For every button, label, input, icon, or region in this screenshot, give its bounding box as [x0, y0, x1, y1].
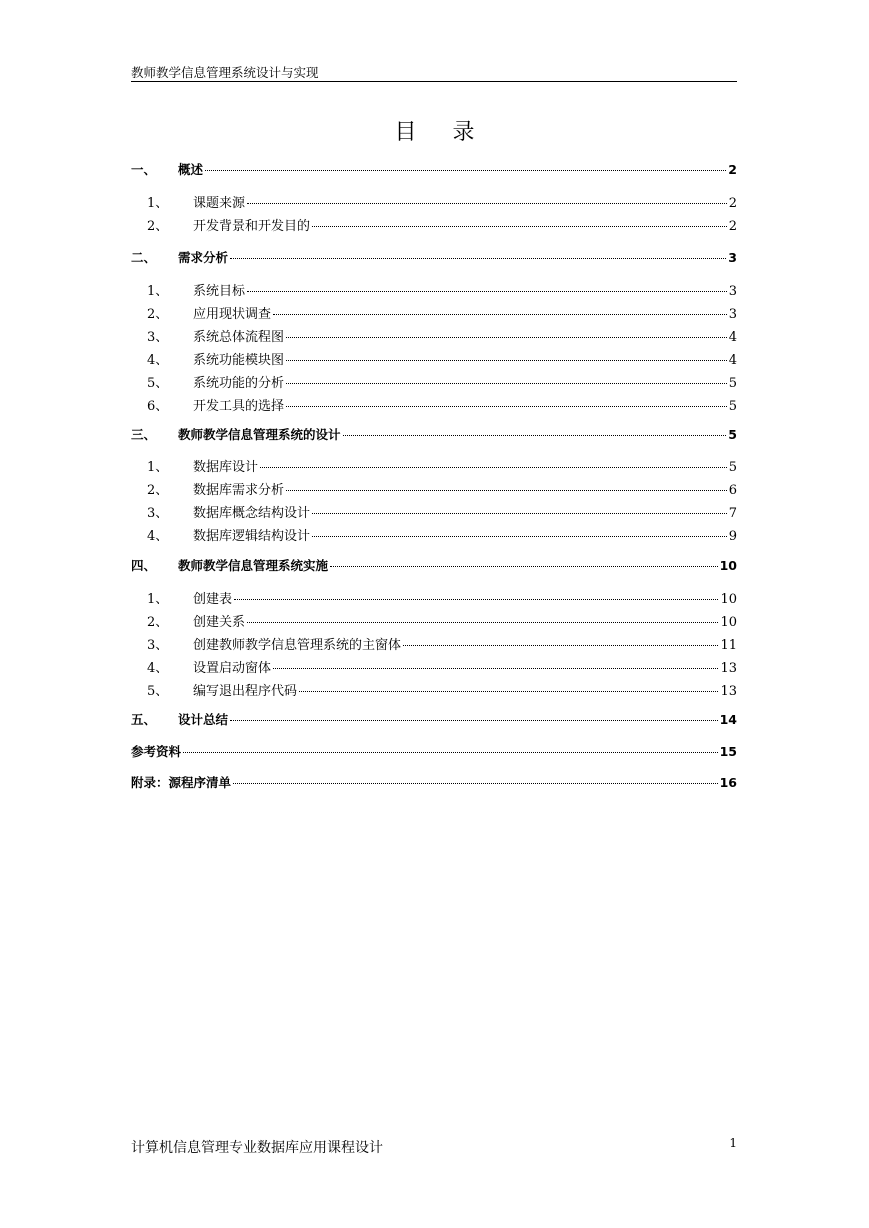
toc-entry-page: 3	[728, 250, 737, 265]
toc-entry-page: 4	[728, 330, 737, 345]
toc-entry-number: 5、	[147, 684, 169, 699]
toc-entry-number: 4、	[147, 353, 169, 368]
toc-entry-label: 参考资料	[131, 744, 182, 759]
toc-entry-label: 数据库需求分析	[193, 483, 285, 498]
toc-entry-page: 10	[720, 615, 737, 630]
toc-entry-page: 5	[728, 399, 737, 414]
toc-entry-number: 3、	[147, 330, 169, 345]
toc-entry[interactable]	[131, 710, 737, 730]
toc-entry-page: 4	[728, 353, 737, 368]
toc-entry[interactable]	[131, 556, 737, 576]
toc-entry-page: 3	[728, 307, 737, 322]
toc-entry-number: 1、	[147, 460, 169, 475]
toc-entry[interactable]	[131, 160, 737, 180]
toc-entry[interactable]	[131, 349, 737, 369]
toc-entry[interactable]	[131, 280, 737, 300]
toc-entry-label: 系统功能模块图	[193, 353, 285, 368]
toc-entry-label: 数据库概念结构设计	[193, 506, 311, 521]
toc-entry-page: 10	[719, 558, 737, 573]
toc-entry-number: 二、	[131, 250, 157, 265]
toc-entry-page: 6	[728, 483, 737, 498]
toc-entry-label: 需求分析	[178, 250, 229, 265]
toc-leader-dots	[260, 467, 727, 468]
toc-leader-dots	[403, 645, 718, 646]
toc-entry-page: 10	[720, 592, 737, 607]
toc-entry-page: 2	[728, 162, 737, 177]
toc-entry-label: 教师教学信息管理系统的设计	[178, 427, 341, 442]
toc-entry-number: 一、	[131, 162, 157, 177]
toc-leader-dots	[286, 383, 727, 384]
toc-leader-dots	[286, 406, 727, 407]
toc-entry-label: 附录：源程序清单	[131, 775, 232, 790]
toc-entry-label: 创建关系	[193, 615, 246, 630]
toc-entry-number: 三、	[131, 427, 157, 442]
toc-leader-dots	[343, 435, 727, 436]
toc-entry-number: 6、	[147, 399, 169, 414]
toc-leader-dots	[247, 622, 718, 623]
toc-entry-number: 2、	[147, 615, 169, 630]
toc-entry-label: 概述	[178, 162, 204, 177]
toc-entry-page: 5	[728, 460, 737, 475]
toc-entry-label: 应用现状调查	[193, 307, 272, 322]
toc-entry-page: 7	[728, 506, 737, 521]
toc-entry[interactable]	[131, 588, 737, 608]
toc-leader-dots	[230, 258, 726, 259]
toc-entry-number: 5、	[147, 376, 169, 391]
toc-leader-dots	[234, 599, 718, 600]
toc-entry-label: 设置启动窗体	[193, 661, 272, 676]
toc-entry-number: 3、	[147, 506, 169, 521]
footer-course: 计算机信息管理专业数据库应用课程设计	[131, 1140, 383, 1156]
toc-leader-dots	[286, 360, 727, 361]
toc-entry-number: 4、	[147, 529, 169, 544]
toc-entry[interactable]	[131, 479, 737, 499]
toc-entry-page: 15	[719, 744, 737, 759]
toc-entry[interactable]	[131, 773, 737, 793]
toc-entry[interactable]	[131, 215, 737, 235]
toc-leader-dots	[312, 536, 727, 537]
running-header: 教师教学信息管理系统设计与实现	[131, 65, 319, 80]
toc-entry-label: 创建教师教学信息管理系统的主窗体	[193, 638, 402, 653]
toc-entry-number: 3、	[147, 638, 169, 653]
toc-entry-page: 13	[720, 684, 737, 699]
toc-entry-number: 1、	[147, 196, 169, 211]
toc-entry-page: 11	[720, 638, 737, 653]
toc-entry-page: 13	[720, 661, 737, 676]
toc-entry[interactable]	[131, 192, 737, 212]
toc-leader-dots	[286, 490, 727, 491]
toc-entry-label: 创建表	[193, 592, 233, 607]
toc-entry-page: 2	[728, 219, 737, 234]
toc-entry-number: 2、	[147, 219, 169, 234]
toc-leader-dots	[230, 720, 718, 721]
toc-entry-number: 五、	[131, 712, 157, 727]
toc-leader-dots	[273, 668, 718, 669]
toc-leader-dots	[286, 337, 727, 338]
toc-title	[0, 115, 869, 146]
toc-entry[interactable]	[131, 657, 737, 677]
toc-entry[interactable]	[131, 680, 737, 700]
toc-entry-number: 4、	[147, 661, 169, 676]
toc-entry[interactable]	[131, 395, 737, 415]
toc-entry-page: 9	[728, 529, 737, 544]
toc-entry-label: 教师教学信息管理系统实施	[178, 558, 329, 573]
toc-entry[interactable]	[131, 326, 737, 346]
toc-entry-number: 1、	[147, 592, 169, 607]
toc-leader-dots	[312, 226, 727, 227]
toc-entry-label: 课题来源	[193, 196, 246, 211]
toc-title-char-1: 目	[394, 120, 417, 145]
toc-leader-dots	[312, 513, 727, 514]
toc-entry-number: 1、	[147, 284, 169, 299]
header-rule	[131, 81, 737, 82]
toc-entry-label: 设计总结	[178, 712, 229, 727]
toc-entry-label: 开发工具的选择	[193, 399, 285, 414]
toc-entry[interactable]	[131, 611, 737, 631]
toc-entry-page: 14	[719, 712, 737, 727]
toc-entry-number: 四、	[131, 558, 157, 573]
toc-entry-page: 16	[719, 775, 737, 790]
toc-entry[interactable]	[131, 634, 737, 654]
toc-leader-dots	[273, 314, 727, 315]
toc-entry-label: 数据库设计	[193, 460, 259, 475]
toc-title-char-2: 录	[452, 120, 475, 145]
toc-leader-dots	[330, 566, 718, 567]
toc-leader-dots	[205, 170, 726, 171]
toc-entry[interactable]	[131, 303, 737, 323]
toc-entry-label: 系统目标	[193, 284, 246, 299]
toc-entry-label: 系统总体流程图	[193, 330, 285, 345]
toc-entry-label: 数据库逻辑结构设计	[193, 529, 311, 544]
toc-entry[interactable]	[131, 456, 737, 476]
toc-entry[interactable]	[131, 525, 737, 545]
toc-entry-label: 开发背景和开发目的	[193, 219, 311, 234]
toc-entry[interactable]	[131, 425, 737, 445]
toc-entry-number: 2、	[147, 307, 169, 322]
toc-leader-dots	[233, 783, 718, 784]
toc-entry-page: 2	[728, 196, 737, 211]
toc-entry[interactable]	[131, 502, 737, 522]
toc-leader-dots	[299, 691, 718, 692]
toc-entry-number: 2、	[147, 483, 169, 498]
toc-entry-label: 编写退出程序代码	[193, 684, 298, 699]
toc-leader-dots	[247, 291, 727, 292]
toc-entry[interactable]	[131, 372, 737, 392]
toc-entry-page: 5	[728, 376, 737, 391]
footer-page-number: 1	[729, 1136, 737, 1150]
toc-entry-label: 系统功能的分析	[193, 376, 285, 391]
toc-entry[interactable]	[131, 742, 737, 762]
toc-entry-page: 3	[728, 284, 737, 299]
toc-entry[interactable]	[131, 248, 737, 268]
toc-leader-dots	[247, 203, 727, 204]
toc-entry-page: 5	[728, 427, 737, 442]
toc-leader-dots	[183, 752, 718, 753]
